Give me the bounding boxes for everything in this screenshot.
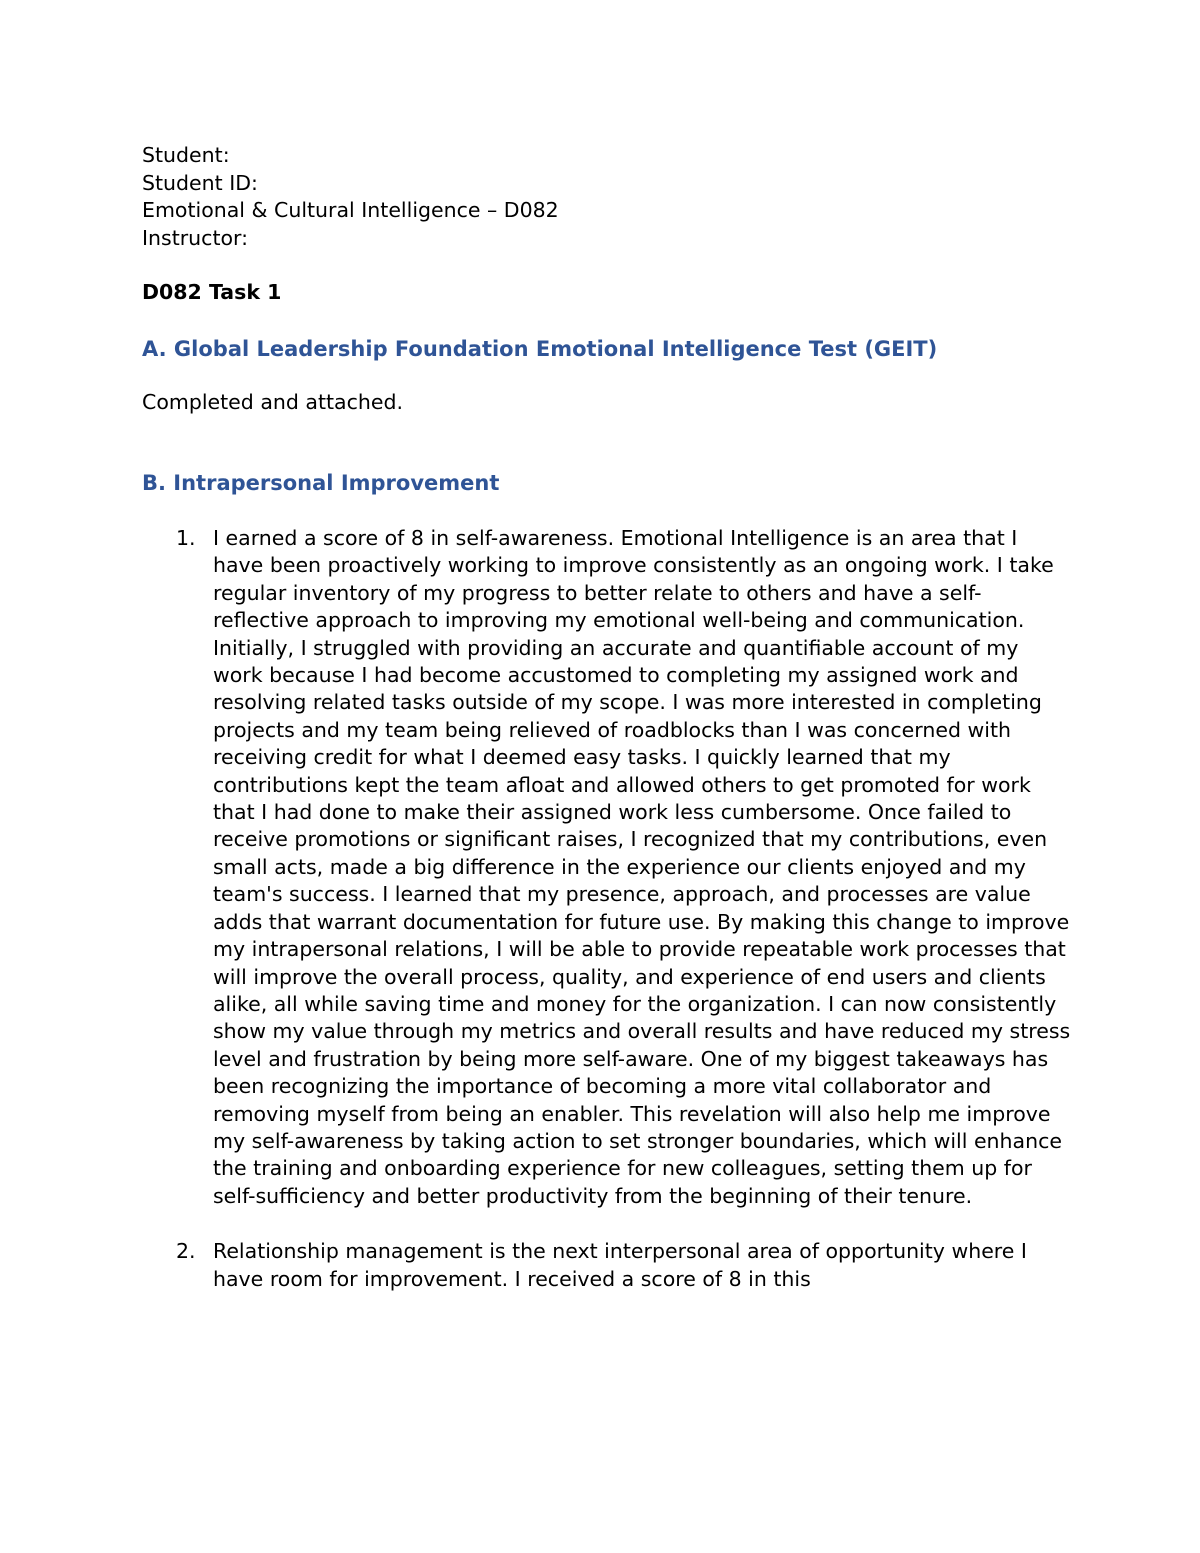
list-item-text: I earned a score of 8 in self-awareness. Emotional Intelligence is an area that I have been proactively working to improve consistently as an ongoing work. I take regular inventory of my progress to better relate to others and have a self-reflective approach to improving my emotional well-being and communication. Initially, I struggled with providing an accurate and quantifiable account of my work because I had become accustomed to completing my assigned work and resolving related tasks outside of my scope. I was more interested in completing projects and my team being relieved of roadblocks than I was concerned with receiving credit for what I deemed easy tasks. I quickly learned that my contributions kept the team afloat and allowed others to get promoted for work that I had done to make their assigned work less cumbersome. Once failed to receive promotions or significant raises, I recognized that my contributions, even small acts, made a big difference in the experience our clients enjoyed and my team's success. I learned that my presence, approach, and processes are value adds that warrant documentation for future use. By making this change to improve my intrapersonal relations, I will be able to provide repeatable work processes that will improve the overall process, quality, and experience of end users and clients alike, all while saving time and money for the organization. I can now consistently show my value through my metrics and overall results and have reduced my stress level and frustration by being more self-aware. One of my biggest takeaways has been recognizing the importance of becoming a more vital collaborator and removing myself from being an enabler. This revelation will also help me improve my self-awareness by taking action to set stronger boundaries, which will enhance the training and onboarding experience for new colleagues, setting them up for self-sufficiency and better productivity from the beginning of their tenure.: [213, 526, 1071, 1208]
list-item: [142, 525, 1072, 1210]
list-item-text: Relationship management is the next interpersonal area of opportunity where I have room for improvement. I received a score of 8 in this: [213, 1239, 1027, 1291]
student-line: Student:: [142, 143, 230, 167]
numbered-list: [142, 525, 1072, 1293]
section-a-text: Completed and attached.: [142, 389, 404, 414]
instructor-line: Instructor:: [142, 225, 249, 250]
student-id-line: Student ID:: [142, 170, 258, 195]
list-item-number: 1.: [176, 526, 196, 550]
course-line: Emotional & Cultural Intelligence – D082: [142, 198, 559, 222]
document-page: [142, 142, 1072, 1293]
list-item: [142, 1238, 1072, 1293]
section-b-heading: B. Intrapersonal Improvement: [142, 471, 500, 495]
section-a-heading: A. Global Leadership Foundation Emotional Intelligence Test (GEIT): [142, 336, 938, 361]
list-item-number: 2.: [176, 1239, 196, 1264]
document-title: D082 Task 1: [142, 280, 282, 304]
